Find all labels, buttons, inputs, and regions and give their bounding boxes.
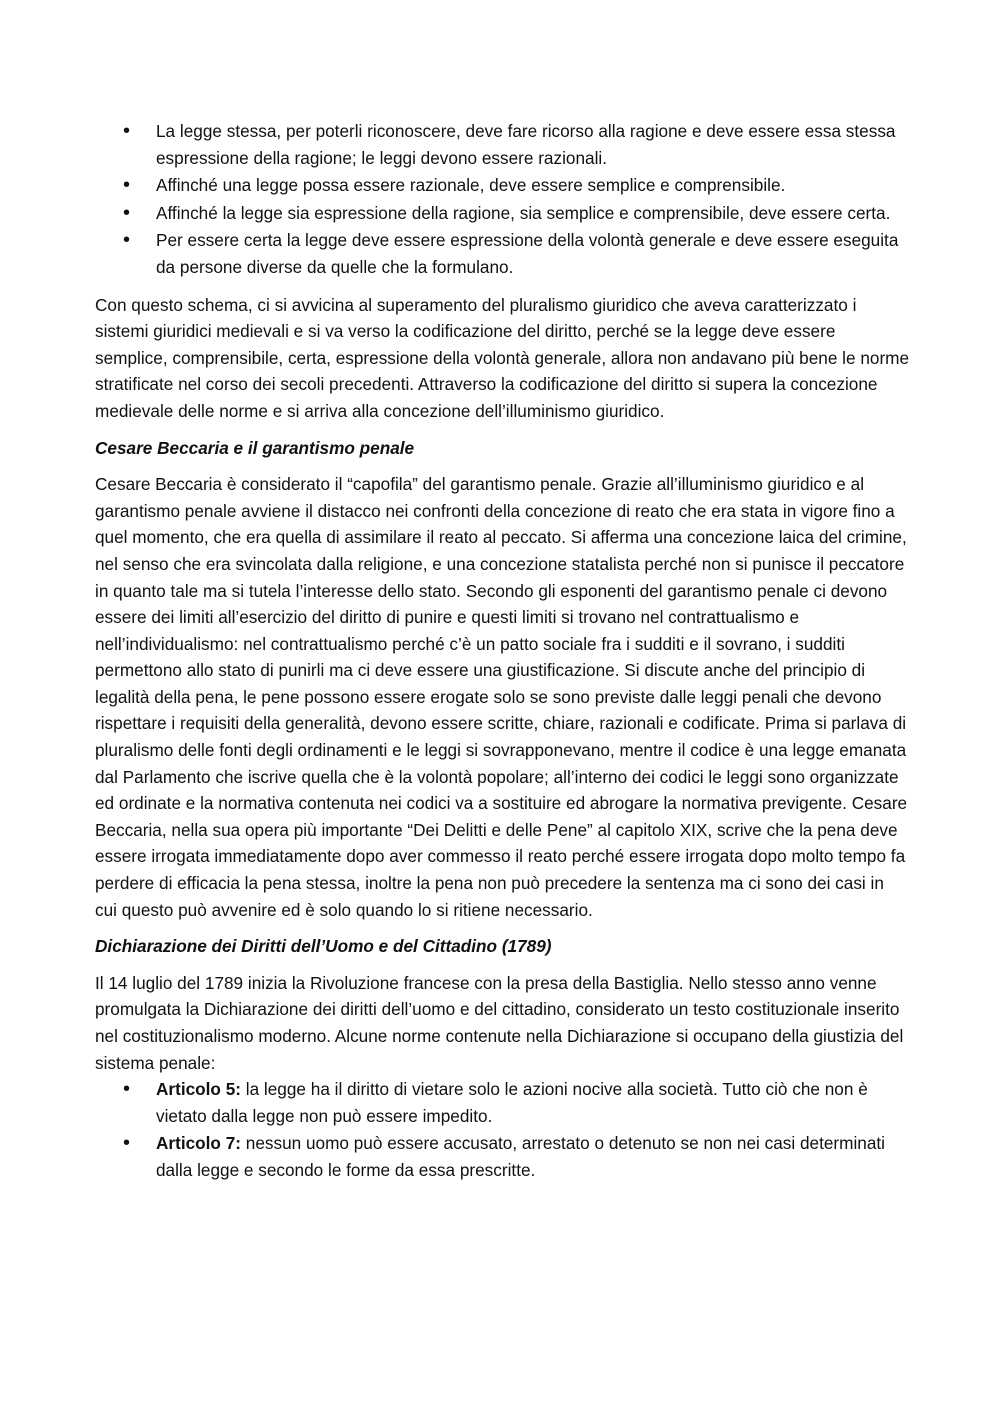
list-item: • La legge stessa, per poterli riconoscere, deve fare ricorso alla ragione e deve essere essa stessa espressione della ragione; le leggi devono essere razionali.	[95, 118, 910, 171]
article-label: Articolo 7:	[156, 1133, 241, 1154]
bullet-list-top	[95, 118, 910, 281]
list-item: • Affinché una legge possa essere razionale, deve essere semplice e comprensibile.	[95, 172, 910, 199]
article-text: la legge ha il diritto di vietare solo le azioni nocive alla società. Tutto ciò che non è vietato dalla legge non può essere impedito.	[156, 1079, 868, 1126]
article-text: nessun uomo può essere accusato, arrestato o detenuto se non nei casi determinati dalla legge e secondo le forme da essa prescritte.	[156, 1133, 885, 1180]
list-item-article-7	[95, 1130, 910, 1183]
paragraph-codification: Con questo schema, ci si avvicina al superamento del pluralismo giuridico che aveva caratterizzato i sistemi giuridici medievali e si va verso la codificazione del diritto, perché se la legge deve essere semplice, comprensibile, certa, espressione della volontà generale, allora non andavano più bene le norme stratificate nel corso dei secoli precedenti. Attraverso la codificazione del diritto si supera la concezione medievale delle norme e si arriva alla concezione dell’illuminismo giuridico.	[95, 294, 910, 421]
paragraph-beccaria: Cesare Beccaria è considerato il “capofila” del garantismo penale. Grazie all’illuminismo giuridico e al garantismo penale avviene il distacco nei confronti della concezione di reato che era stata in vigore fino a quel momento, che era quella di assimilare il reato al peccato. Si afferma una concezione laica del crimine, nel senso che era svincolata dalla religione, e una concezione statalista perché non si punisce il peccatore in quanto tale ma si tutela l’interesse dello stato. Secondo gli esponenti del garantismo penale ci devono essere dei limiti all’esercizio del diritto di punire e questi limiti si trovano nel contrattualismo e nell’individualismo: nel contrattualismo perché c’è un patto sociale fra i sudditi e il sovrano, i sudditi permettono allo stato di punirli ma ci deve essere una giustificazione. Si discute anche del principio di legalità della pena, le pene possono essere erogate solo se sono previste dalle leggi penali che devono rispettare i requisiti della generalità, devono essere scritte, chiare, razionali e codificate. Prima si parlava di pluralismo delle fonti degli ordinamenti e le leggi si sovrapponevano, mentre il codice è una legge emanata dal Parlamento che iscrive quella che è la volontà popolare; all’interno dei codici le leggi sono organizzate ed ordinate e la normativa contenuta nei codici va a sostituire ed abrogare la normativa previgente. Cesare Beccaria, nella sua opera più importante “Dei Delitti e delle Pene” al capitolo XIX, scrive che la pena deve essere irrogata immediatamente dopo aver commesso il reato perché essere irrogata dopo molto tempo fa perdere di efficacia la pena stessa, inoltre la pena non può precedere la sentenza ma ci sono dei casi in cui questo può avvenire ed è solo quando lo si ritiene necessario.	[95, 474, 908, 920]
document-page	[95, 118, 910, 1185]
section-heading-declaration: Dichiarazione dei Diritti dell’Uomo e del Cittadino (1789)	[95, 936, 552, 957]
bullet-list-articles	[95, 1076, 910, 1183]
list-item-article-5	[95, 1076, 910, 1129]
list-item: • Affinché la legge sia espressione della ragione, sia semplice e comprensibile, deve essere certa.	[95, 200, 910, 227]
section-heading-beccaria: Cesare Beccaria e il garantismo penale	[95, 437, 415, 458]
paragraph-declaration: Il 14 luglio del 1789 inizia la Rivoluzione francese con la presa della Bastiglia. Nello stesso anno venne promulgata la Dichiarazione dei diritti dell’uomo e del cittadino, considerato un testo costituzionale inserito nel costituzionalismo moderno. Alcune norme contenute nella Dichiarazione si occupano della giustizia del sistema penale:	[95, 972, 904, 1073]
list-item: • Per essere certa la legge deve essere espressione della volontà generale e deve essere eseguita da persone diverse da quelle che la formulano.	[95, 227, 910, 280]
article-label: Articolo 5:	[156, 1079, 241, 1100]
